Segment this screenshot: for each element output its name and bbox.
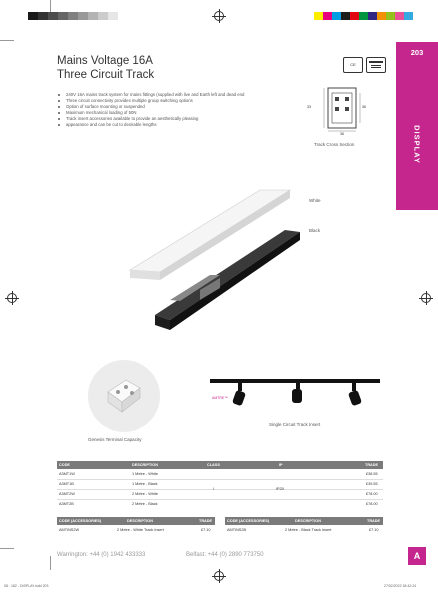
table-cell-code: A3MT1B	[59, 482, 74, 486]
table-cell-description: 2 Metre - Black	[132, 502, 158, 506]
black-label: Black	[309, 228, 321, 233]
registration-mark-left	[7, 293, 17, 303]
feature-item: Maximum mechanical loading of 50N	[57, 110, 302, 116]
feature-item: appearance and can be cut to desirable lengths	[57, 122, 302, 128]
terminal-caption: Genesis Terminal Capacity	[88, 437, 142, 442]
cross-section-caption: Track Cross Section	[314, 142, 355, 147]
accessories-right-header: CODE (ACCESSORIES) DESCRIPTION TRADE	[225, 517, 383, 525]
mounting-icon	[366, 57, 386, 73]
table-cell-description: 1 Metre - Black	[132, 482, 158, 486]
table-cell-ip: IP20	[276, 487, 284, 491]
feature-item: Option of surface mounting or suspended	[57, 104, 302, 110]
table-cell-code: A3MT1W	[59, 472, 75, 476]
registration-mark-top	[214, 11, 224, 21]
accessory-price: £7.10	[369, 528, 379, 532]
section-label: DISPLAY	[412, 125, 422, 164]
dim-height-right: 36	[362, 105, 366, 109]
feature-item: Three circuit connectivity provides multiple group switching options	[57, 98, 302, 104]
dim-height-left: 33	[307, 105, 311, 109]
insert-caption: Single Circuit Track Insert	[269, 422, 321, 427]
track-brand-label: AMTRE™	[212, 396, 228, 400]
crop-mark	[0, 40, 14, 41]
table-cell-price: £78.00	[366, 492, 378, 496]
slug-left: 08 - 182 - DISPLAY.indd 203	[4, 584, 49, 588]
accessory-code: AMTINS2W	[59, 528, 80, 532]
feature-item: 240V 16A mains track system for mains fittings (supplied with live and Earth left and dead end	[57, 92, 302, 98]
product-table-header: CODE DESCRIPTION CLASS IP TRADE	[57, 461, 383, 469]
table-cell-class: I	[213, 487, 215, 491]
footer-warrington: Warrington: +44 (0) 1942 433333	[57, 552, 146, 558]
table-cell-code: A3MT2B	[59, 502, 74, 506]
ce-mark-icon: CE	[343, 57, 363, 73]
brand-logo: A	[408, 547, 426, 565]
track-insert-image	[210, 375, 380, 425]
accessory-price: £7.10	[201, 528, 211, 532]
table-cell-price: £38.55	[366, 472, 378, 476]
registration-mark-bottom	[214, 571, 224, 581]
footer-belfast: Belfast: +44 (0) 2890 773750	[186, 552, 264, 558]
accessory-code: AMTINS2B	[227, 528, 246, 532]
crop-mark	[50, 0, 51, 12]
white-label: White	[309, 198, 321, 203]
slug-right: 27/02/2022 18:42:24	[384, 584, 417, 588]
table-cell-description: 2 Metre - White	[132, 492, 158, 496]
terminal-image	[88, 360, 160, 432]
page-number: 203	[410, 48, 424, 57]
table-cell-price: £39.55	[366, 482, 378, 486]
feature-item: Track insert accessories available to provide an aesthetically pleasing	[57, 116, 302, 122]
track-product-image	[90, 180, 310, 340]
crop-mark	[50, 556, 51, 570]
table-cell-description: 1 Metre - White	[132, 472, 158, 476]
page-title: Mains Voltage 16A Three Circuit Track	[57, 55, 155, 81]
registration-mark-right	[421, 293, 431, 303]
accessory-description: 2 Metre - Black Track Insert	[285, 528, 332, 532]
table-cell-code: A3MT2W	[59, 492, 75, 496]
accessory-description: 2 Metre - White Track Insert	[117, 528, 164, 532]
crop-mark	[0, 548, 14, 549]
table-cell-price: £78.00	[366, 502, 378, 506]
track-cross-section-diagram	[318, 85, 368, 135]
dim-width: 36	[340, 132, 344, 136]
accessories-left-header: CODE (ACCESSORIES) DESCRIPTION TRADE	[57, 517, 215, 525]
feature-list	[57, 92, 302, 128]
